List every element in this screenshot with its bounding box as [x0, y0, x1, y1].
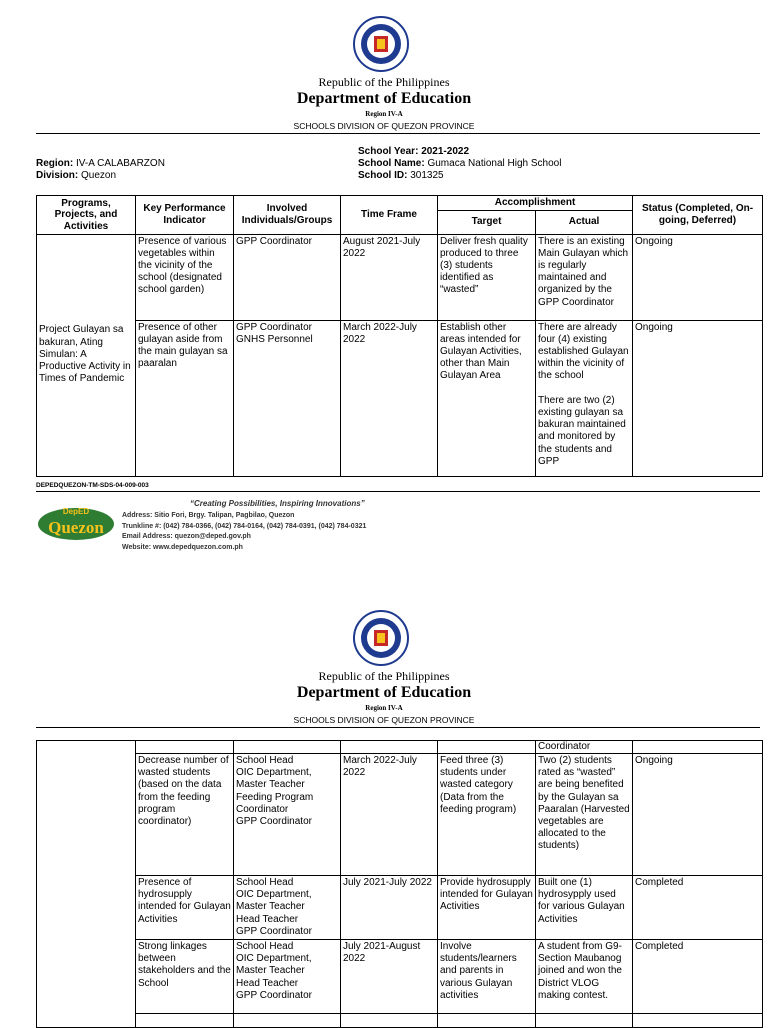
status-cell: Completed [633, 876, 763, 940]
kpi-cell: Presence of various vegetables within the vicinity of the school (designated school garden) [136, 234, 234, 320]
involved-cell [234, 741, 341, 754]
school-year-value: 2021-2022 [421, 146, 470, 157]
school-id-label: School ID: [358, 170, 408, 181]
tagline: “Creating Possibilities, Inspiring Innovations” [190, 499, 365, 508]
table-row [37, 1014, 763, 1028]
actual-cell [536, 1014, 633, 1028]
involved-cell: GPP Coordinator [234, 234, 341, 320]
table-row [37, 754, 763, 876]
target-cell: Deliver fresh quality produced to three (3) students identified as “wasted” [438, 234, 536, 320]
kpi-cell: Strong linkages between stakeholders and the School [136, 940, 234, 1014]
status-cell: Completed [633, 940, 763, 1014]
division-office: SCHOOLS DIVISION OF QUEZON PROVINCE [293, 715, 475, 725]
division-value: Quezon [81, 170, 117, 181]
target-cell [438, 1014, 536, 1028]
region-subtitle: Region IV-A [365, 704, 403, 712]
header-involved: Involved Individuals/Groups [234, 196, 341, 235]
table-row [37, 940, 763, 1014]
actual-cell: Built one (1) hydrosypply used for various Gulayan Activities [536, 876, 633, 940]
involved-cell [234, 1014, 341, 1028]
school-name-label: School Name: [358, 158, 425, 169]
header-divider [36, 133, 760, 134]
table-row [37, 876, 763, 940]
involved-cell: GPP Coordinator GNHS Personnel [234, 320, 341, 476]
target-cell: Feed three (3) students under wasted category (Data from the feeding program) [438, 754, 536, 876]
republic-text: Republic of the Philippines [318, 75, 450, 89]
actual-cell: There is an existing Main Gulayan which is regularly maintained and organized by the GPP Coordinator [536, 234, 633, 320]
target-cell: Provide hydrosupply intended for Gulayan Activities [438, 876, 536, 940]
document-code: DEPEDQUEZON-TM-SDS-04-009-003 [36, 482, 149, 489]
involved-cell: School Head OIC Department, Master Teacher Head Teacher GPP Coordinator [234, 940, 341, 1014]
email-link[interactable]: Email Address: quezon@deped.gov.ph [122, 533, 251, 540]
kpi-cell: Presence of hydrosupply intended for Gulayan Activities [136, 876, 234, 940]
header-status: Status (Completed, On-going, Deferred) [633, 196, 763, 235]
program-cell: Project Gulayan sa bakuran, Ating Simulan: A Productive Activity in Times of Pandemic [37, 234, 136, 476]
target-cell: Establish other areas intended for Gulayan Activities, other than Main Gulayan Area [438, 320, 536, 476]
division-label: Division: [36, 170, 79, 181]
actual-cell: Two (2) students rated as “wasted” are being benefited by the Gulayan sa Paaralan (Harvested vegetables are allocated to the students) [536, 754, 633, 876]
kpi-cell [136, 1014, 234, 1028]
table-row [37, 320, 763, 476]
timeframe-cell: July 2021-July 2022 [341, 876, 438, 940]
status-cell [633, 741, 763, 754]
header-timeframe: Time Frame [341, 196, 438, 235]
address-text: Address: Sitio Fori, Brgy. Talipan, Pagbilao, Quezon [122, 512, 295, 519]
header-kpi: Key Performance Indicator [136, 196, 234, 235]
status-cell: Ongoing [633, 234, 763, 320]
logo-text: Quezon [48, 518, 104, 537]
department-title: Department of Education [296, 684, 472, 701]
involved-cell: School Head OIC Department, Master Teacher Feeding Program Coordinator GPP Coordinator [234, 754, 341, 876]
table-row [37, 234, 763, 320]
region-label: Region: [36, 158, 74, 169]
program-cell-continued [37, 741, 136, 1028]
involved-cell: School Head OIC Department, Master Teacher Head Teacher GPP Coordinator [234, 876, 341, 940]
school-name-value: Gumaca National High School [427, 158, 562, 169]
header-programs: Programs, Projects, and Activities [37, 196, 136, 235]
accomplishment-table-continued [36, 740, 763, 1028]
kpi-cell: Presence of other gulayan aside from the main gulayan sa paaralan [136, 320, 234, 476]
timeframe-cell: July 2021-August 2022 [341, 940, 438, 1014]
school-year-label: School Year: [358, 146, 419, 157]
table-row [37, 741, 763, 754]
status-cell: Ongoing [633, 320, 763, 476]
target-cell: Involve students/learners and parents in various Gulayan activities [438, 940, 536, 1014]
target-cell [438, 741, 536, 754]
school-info [358, 146, 561, 182]
timeframe-cell [341, 1014, 438, 1028]
header-actual: Actual [536, 210, 633, 234]
region-subtitle: Region IV-A [365, 110, 403, 118]
deped-seal-icon [353, 16, 409, 72]
header-target: Target [438, 210, 536, 234]
republic-text: Republic of the Philippines [318, 669, 450, 683]
contact-info [122, 511, 366, 553]
website-link[interactable]: Website: www.depedquezon.com.ph [122, 543, 243, 551]
status-cell: Ongoing [633, 754, 763, 876]
timeframe-cell: March 2022-July 2022 [341, 754, 438, 876]
region-division-info [36, 158, 165, 182]
region-value: IV-A CALABARZON [76, 158, 165, 169]
header-accomplishment: Accomplishment [438, 196, 633, 211]
kpi-cell: Decrease number of wasted students (based on the data from the feeding program coordinator) [136, 754, 234, 876]
footer-divider [36, 491, 760, 492]
deped-seal-icon [353, 610, 409, 666]
division-office: SCHOOLS DIVISION OF QUEZON PROVINCE [293, 121, 475, 131]
kpi-cell [136, 741, 234, 754]
timeframe-cell: August 2021-July 2022 [341, 234, 438, 320]
deped-quezon-logo-icon [36, 502, 116, 542]
actual-cell: There are already four (4) existing established Gulayan within the vicinity of the school There are two (2) existing gulayan sa bakuran maintained and monitored by the students and GPP [536, 320, 633, 476]
timeframe-cell [341, 741, 438, 754]
accomplishment-table [36, 195, 763, 477]
school-id-value: 301325 [410, 170, 444, 181]
trunkline-text: Trunkline #: (042) 784-0366, (042) 784-0164, (042) 784-0391, (042) 784-0321 [122, 522, 367, 530]
actual-cell: Coordinator [536, 741, 633, 754]
timeframe-cell: March 2022-July 2022 [341, 320, 438, 476]
department-title: Department of Education [296, 90, 472, 107]
status-cell [633, 1014, 763, 1028]
header-divider [36, 727, 760, 728]
page-2 [0, 594, 768, 1024]
logo-sub-text: DepED [62, 507, 90, 516]
actual-cell: A student from G9-Section Maubanog joined and won the District VLOG making contest. [536, 940, 633, 1014]
